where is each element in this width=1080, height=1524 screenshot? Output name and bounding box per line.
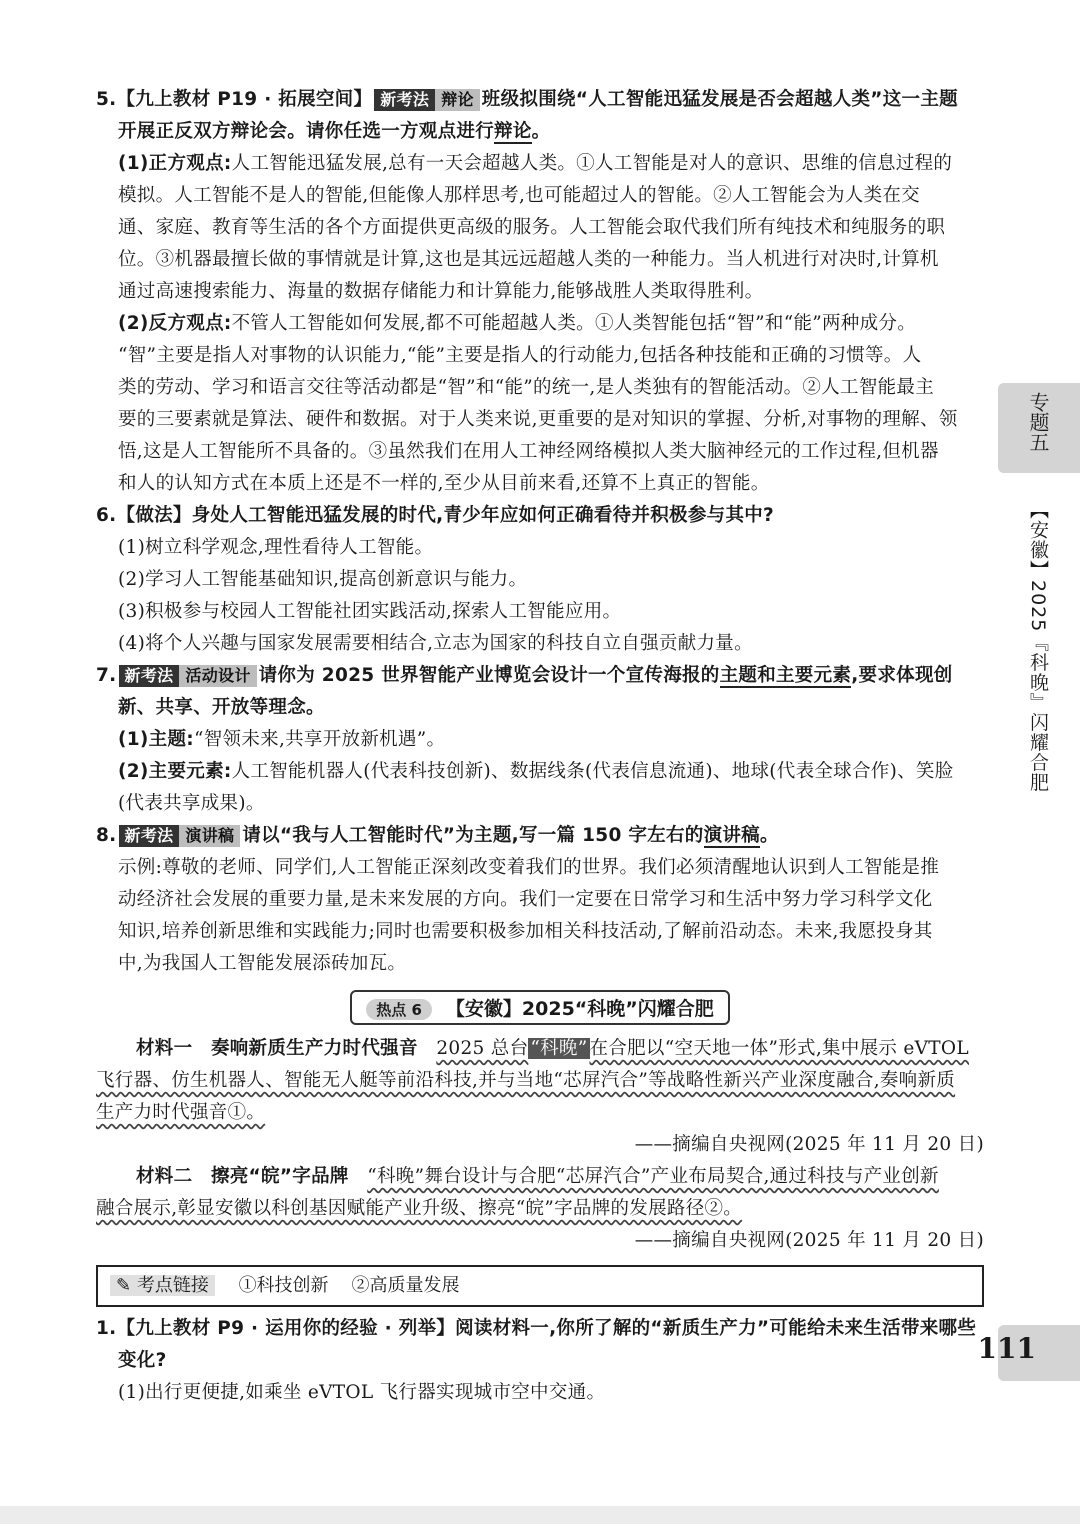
knowledge-link-label [110, 1275, 215, 1296]
prompt-text: 班级拟围绕“人工智能迅猛发展是否会超越人类”这一主题 [481, 89, 958, 110]
tag-type: 活动设计 [179, 665, 256, 687]
answer-line: 通过高速搜索能力、海量的数据存储能力和计算能力,能够战胜人类取得胜利。 [118, 281, 764, 302]
knowledge-link-box [96, 1265, 984, 1307]
material-text: 融合展示,彰显安徽以科创基因赋能产业升级、擦亮“皖”字品牌的发展路径②。 [96, 1198, 743, 1219]
knowledge-point: ②高质量发展 [351, 1275, 460, 1296]
hotspot-title: 【安徽】2025“科晚”闪耀合肥 [445, 998, 714, 1020]
underlined-keyword: 辩论 [494, 121, 532, 142]
hotspot-box [350, 990, 730, 1025]
answer-text: “智领未来,共享开放新机遇”。 [193, 729, 446, 750]
underlined-keyword: 演讲稿 [703, 825, 760, 846]
prompt-text: ,要求体现创 [851, 665, 953, 686]
page-number: 111 [977, 1332, 1036, 1365]
prompt-text: 。 [531, 121, 551, 142]
source-ref: 【九上教材 P19 · 拓展空间】 [116, 89, 373, 110]
answer-line: “智”主要是指人对事物的认识能力,“能”主要是指人的行动能力,包括各种技能和正确的习惯等。人 [118, 345, 922, 366]
knowledge-point: ①科技创新 [238, 1275, 329, 1296]
question-number: 5. [96, 89, 117, 110]
answer-line: 要的三要素就是算法、硬件和数据。对于人类来说,更重要的是对知识的掌握、分析,对事物的理解、领 [118, 409, 958, 430]
answer-text: 人工智能迅猛发展,总有一天会超越人类。①人工智能是对人的意识、思维的信息过程的 [231, 153, 953, 174]
material-text: “科晚”舞台设计与合肥“芯屏汽合”产业布局契合,通过科技与产业创新 [367, 1166, 939, 1187]
prompt-text: 【做法】身处人工智能迅猛发展的时代,青少年应如何正确看待并积极参与其中? [116, 505, 775, 526]
tag-new-method: 新考法 [119, 825, 180, 847]
answer-line: 中,为我国人工智能发展添砖加瓦。 [118, 953, 407, 974]
answer-label: (2)主要元素: [118, 761, 232, 782]
answer-line: 类的劳动、学习和语言交往等活动都是“智”和“能”的统一,是人类独有的智能活动。②人工智能最主 [118, 377, 935, 398]
material1-line2 [96, 1065, 984, 1097]
material-label: 材料一 [136, 1038, 193, 1059]
q8-prompt [96, 820, 984, 852]
answer-line: 动经济社会发展的重要力量,是未来发展的方向。我们一定要在日常学习和生活中努力学习科学文化 [118, 889, 933, 910]
question-tag [119, 665, 257, 687]
prompt-text: 开展正反双方辩论会。请你任选一方观点进行 [118, 121, 495, 142]
material2-line2 [96, 1193, 984, 1225]
material-heading: 奏响新质生产力时代强音 [210, 1038, 418, 1059]
answer-line: 和人的认知方式在本质上还是不一样的,至少从目前来看,还算不上真正的智能。 [118, 473, 770, 494]
knowledge-link-title: 考点链接 [136, 1275, 209, 1296]
answer-line: (3)积极参与校园人工智能社团实践活动,探索人工智能应用。 [118, 601, 622, 622]
q7-prompt-line2: 新、共享、开放等理念。 [118, 697, 325, 718]
chapter-tab-label: 专题五 [1026, 392, 1050, 452]
answer-text: 不管人工智能如何发展,都不可能超越人类。①人类智能包括“智”和“能”两种成分。 [231, 313, 917, 334]
question-number: 1. [96, 1318, 117, 1339]
q6-prompt [96, 500, 984, 532]
answer-line [96, 148, 984, 180]
question-tag [374, 89, 480, 111]
answer-label: (1)正方观点: [118, 153, 232, 174]
answer-line: (2)学习人工智能基础知识,提高创新意识与能力。 [118, 569, 528, 590]
underlined-keyword: 主题和主要元素 [719, 665, 852, 686]
answer-text: 人工智能机器人(代表科技创新)、数据线条(代表信息流通)、地球(代表全球合作)、笑脸 [231, 761, 954, 782]
answer-line: 位。③机器最擅长做的事情就是计算,这也是其远远超越人类的一种能力。当人机进行对决时,计算机 [118, 249, 939, 270]
material-label: 材料二 [136, 1166, 193, 1187]
answer-line: (1)树立科学观念,理性看待人工智能。 [118, 537, 434, 558]
answer-line: (4)将个人兴趣与国家发展需要相结合,立志为国家的科技自立自强贡献力量。 [118, 633, 753, 654]
q5-prompt-line1 [96, 84, 984, 116]
tag-new-method: 新考法 [119, 665, 180, 687]
q1-prompt-line2: 变化? [118, 1350, 167, 1371]
answer-label: (2)反方观点: [118, 313, 232, 334]
prompt-text: 。 [759, 825, 779, 846]
question-tag [119, 825, 241, 847]
answer-label: (1)主题: [118, 729, 194, 750]
main-content [96, 84, 984, 1409]
material-text: 在合肥以“空天地一体”形式,集中展示 eVTOL [589, 1038, 969, 1059]
answer-line: 悟,这是人工智能所不具备的。③虽然我们在用人工神经网络模拟人类大脑神经元的工作过程,但机器 [118, 441, 939, 462]
q7-prompt-line1 [96, 660, 984, 692]
tag-new-method: 新考法 [374, 89, 435, 111]
answer-line [96, 724, 984, 756]
answer-line [96, 308, 984, 340]
material-text: 飞行器、仿生机器人、智能无人艇等前沿科技,并与当地“芯屏汽合”等战略性新兴产业深度融合,奏响新质 [96, 1070, 956, 1091]
material1-source: ——摘编自央视网(2025 年 11 月 20 日) [634, 1134, 984, 1155]
tag-type: 辩论 [435, 89, 480, 111]
q1-prompt-line1 [96, 1313, 984, 1345]
material1-line3 [96, 1097, 984, 1129]
q5-prompt-line2 [96, 116, 984, 148]
tag-type: 演讲稿 [179, 825, 240, 847]
answer-line [96, 756, 984, 788]
answer-line: 知识,培养创新思维和实践能力;同时也需要积极参加相关科技活动,了解前沿动态。未来,我愿投身其 [118, 921, 933, 942]
bottom-edge [0, 1506, 1080, 1524]
prompt-text: 请你为 2025 世界智能产业博览会设计一个宣传海报的 [258, 665, 720, 686]
answer-line: 示例:尊敬的老师、同学们,人工智能正深刻改变着我们的世界。我们必须清醒地认识到人工智能是推 [118, 857, 940, 878]
material1-line1 [96, 1033, 984, 1065]
answer-line: (代表共享成果)。 [118, 793, 265, 814]
pencil-icon: ✎ [116, 1275, 132, 1296]
answer-line: (1)出行更便捷,如乘坐 eVTOL 飞行器实现城市空中交通。 [118, 1382, 606, 1403]
question-number: 7. [96, 665, 117, 686]
question-number: 6. [96, 505, 117, 526]
answer-line: 通、家庭、教育等生活的各个方面提供更高级的服务。人工智能会取代我们所有纯技术和纯服务的职 [118, 217, 946, 238]
hotspot-heading [96, 990, 984, 1025]
side-running-title: 【安徽】2025『科晚』闪耀合肥 [1027, 500, 1049, 793]
highlighted-term: “科晚” [530, 1038, 588, 1059]
prompt-text: 请以“我与人工智能时代”为主题,写一篇 150 字左右的 [242, 825, 704, 846]
prompt-text: 【九上教材 P9 · 运用你的经验 · 列举】阅读材料一,你所了解的“新质生产力”可能给未来生活带来哪些 [116, 1318, 977, 1339]
material-heading: 擦亮“皖”字品牌 [210, 1166, 349, 1187]
material2-source: ——摘编自央视网(2025 年 11 月 20 日) [634, 1230, 984, 1251]
question-number: 8. [96, 825, 117, 846]
material-text: 2025 总台 [436, 1038, 529, 1059]
answer-line: 模拟。人工智能不是人的智能,但能像人那样思考,也可能超过人的智能。②人工智能会为人类在交 [118, 185, 920, 206]
material-text: 生产力时代强音①。 [96, 1102, 266, 1123]
material2-line1 [96, 1161, 984, 1193]
hotspot-badge: 热点 6 [366, 999, 432, 1020]
